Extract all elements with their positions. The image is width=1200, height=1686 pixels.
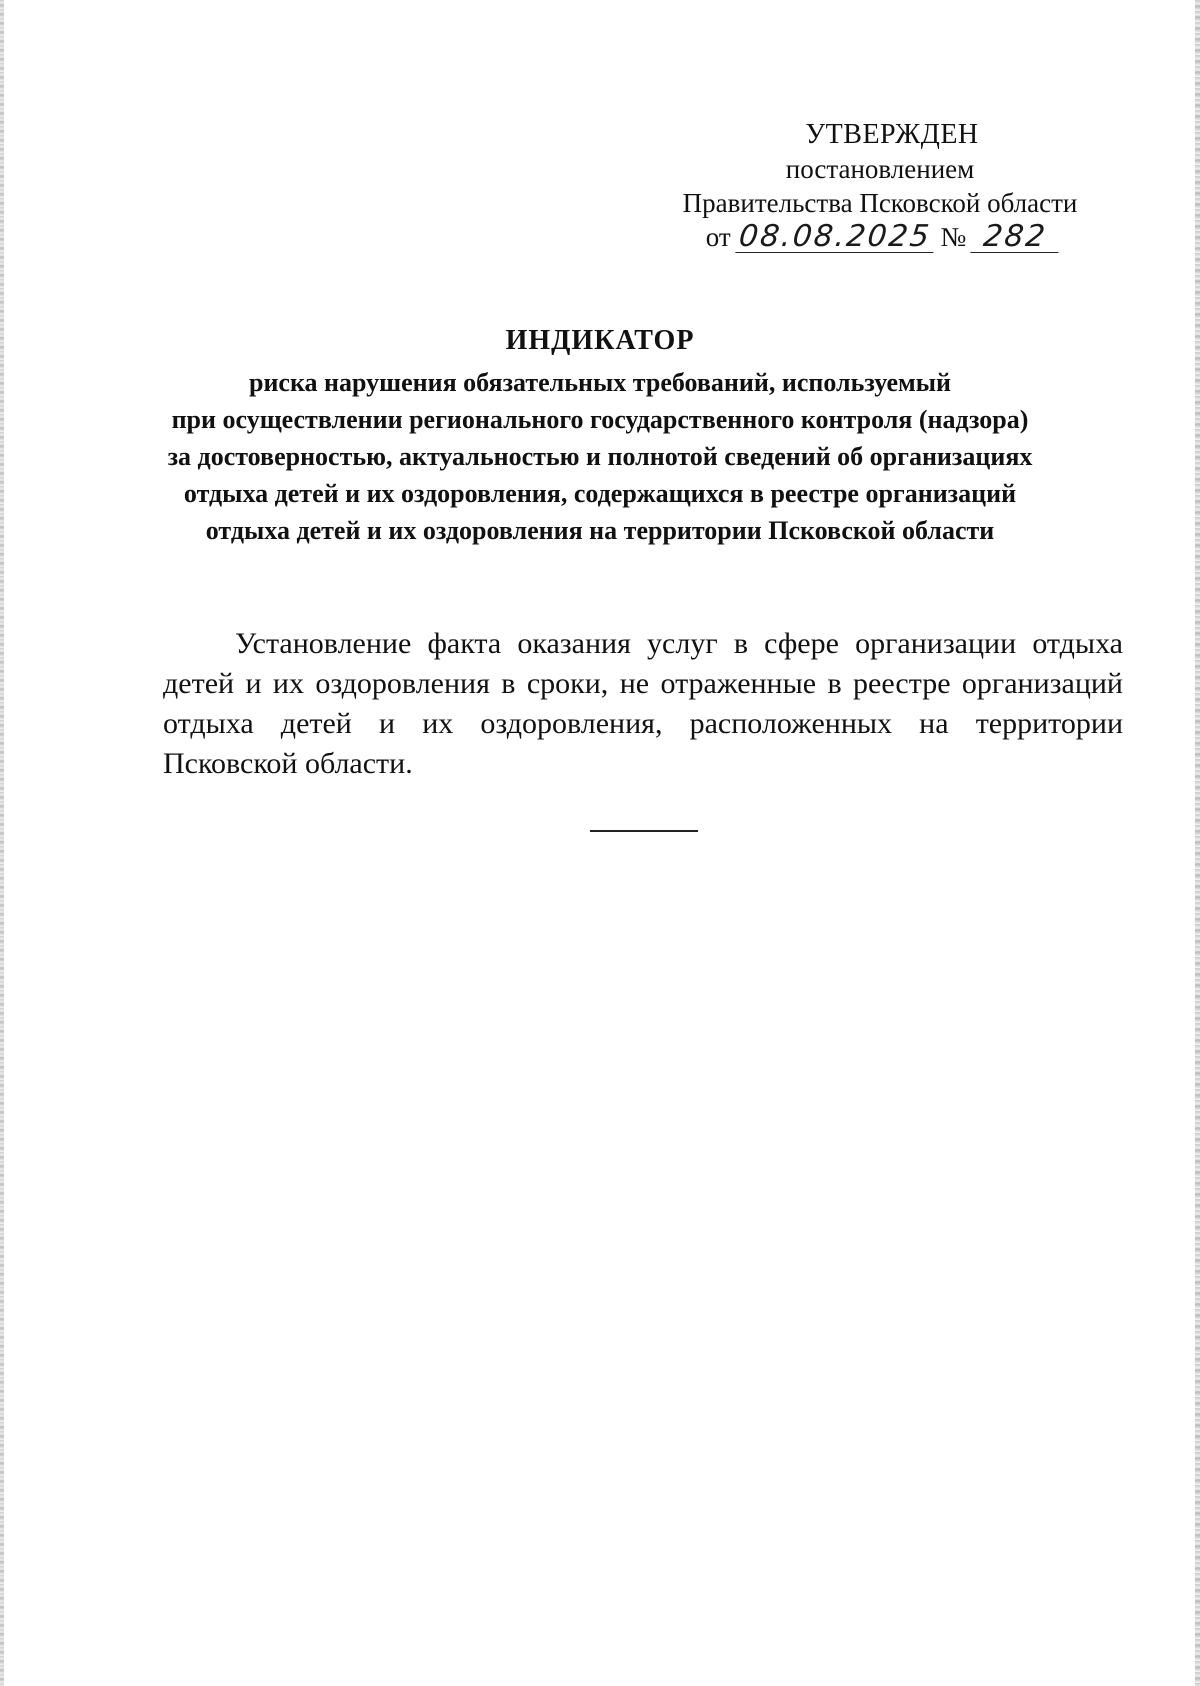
subtitle-line: отдыха детей и их оздоровления, содержащихся в реестре организаций: [183, 479, 1017, 508]
end-divider: [590, 830, 698, 832]
date-prefix: от: [705, 222, 731, 252]
approval-stamp-block: [640, 118, 1120, 254]
handwritten-number: 282: [971, 222, 1062, 253]
scan-edge-right: [1195, 0, 1200, 1686]
handwritten-date: 08.08.2025: [735, 222, 936, 253]
document-subtitle: [150, 364, 1050, 549]
authority-label: Правительства Псковской области: [682, 188, 1078, 218]
scan-edge-left: [0, 0, 4, 1686]
number-sign: №: [940, 222, 967, 252]
subtitle-line: риска нарушения обязательных требований, используемый: [248, 368, 951, 397]
document-title: ИНДИКАТОР: [505, 325, 695, 356]
date-number-line: [706, 220, 1061, 254]
subtitle-line: отдыха детей и их оздоровления на территории Псковской области: [205, 516, 995, 545]
by-decree-label: постановлением: [785, 154, 975, 184]
subtitle-line: за достоверностью, актуальностью и полнотой сведений об организациях: [167, 442, 1033, 471]
subtitle-line: при осуществлении регионального государственного контроля (надзора): [171, 405, 1029, 434]
approved-label: УТВЕРЖДЕН: [805, 119, 979, 150]
body-paragraph: Установление факта оказания услуг в сфере организации отдыха детей и их оздоровления в сроки, не отраженные в реестре организаций отдыха детей и их оздоровления, расположенных на территории Псковской области.: [163, 627, 1123, 780]
